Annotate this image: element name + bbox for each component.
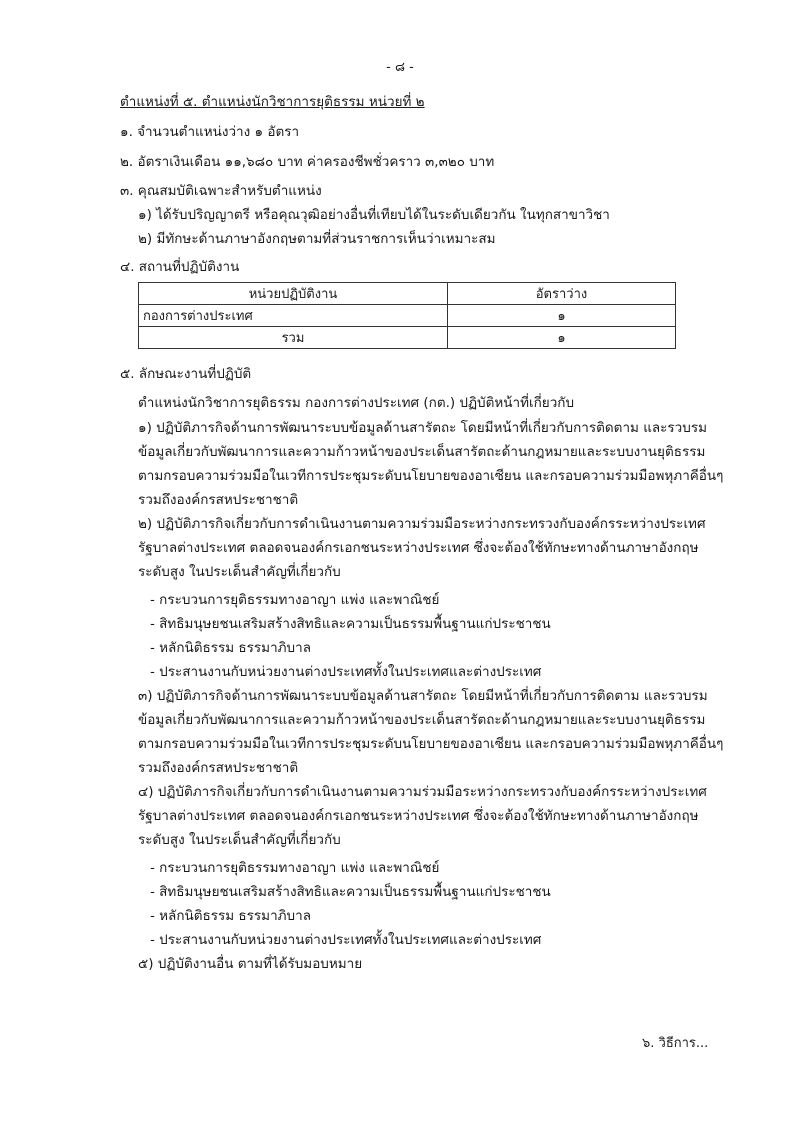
duty-4-bullet: - สิทธิมนุษยชนเสริมสร้างสิทธิและความเป็นธรรมพื้นฐานแก่ประชาชน: [150, 884, 551, 900]
table-cell-total-value: ๑: [448, 327, 676, 349]
table-header-vacancies: อัตราว่าง: [448, 283, 676, 305]
duties-heading: ๕. ลักษณะงานที่ปฏิบัติ: [120, 366, 252, 382]
table-row-total: [139, 327, 676, 349]
table-cell-total-label: รวม: [139, 327, 448, 349]
duty-4-bullet: - หลักนิติธรรม ธรรมาภิบาล: [150, 908, 311, 924]
vacancies-item: ๑. จำนวนตำแหน่งว่าง ๑ อัตรา: [120, 124, 300, 140]
duty-1-line: ตามกรอบความร่วมมือในเวทีการประชุมระดับนโยบายของอาเซียน และกรอบความร่วมมือพหุภาคีอื่นๆ: [138, 468, 724, 484]
duty-3-line: รวมถึงองค์กรสหประชาชาติ: [138, 760, 299, 776]
duty-4-bullet: - กระบวนการยุติธรรมทางอาญา แพ่ง และพาณิชย์: [150, 860, 440, 876]
section-title: ตำแหน่งที่ ๕. ตำแหน่งนักวิชาการยุติธรรม หน่วยที่ ๒: [120, 94, 425, 110]
qualification-item: ๒) มีทักษะด้านภาษาอังกฤษตามที่ส่วนราชการเห็นว่าเหมาะสม: [138, 231, 496, 247]
duty-2-bullet: - สิทธิมนุษยชนเสริมสร้างสิทธิและความเป็นธรรมพื้นฐานแก่ประชาชน: [150, 616, 551, 632]
duties-intro: ตำแหน่งนักวิชาการยุติธรรม กองการต่างประเทศ (กต.) ปฏิบัติหน้าที่เกี่ยวกับ: [138, 395, 575, 411]
continuation-note: ๖. วิธีการ...: [642, 1036, 709, 1051]
duty-1-line: ๑) ปฏิบัติภารกิจด้านการพัฒนาระบบข้อมูลด้านสารัตถะ โดยมีหน้าที่เกี่ยวกับการติดตาม และรวบรม: [138, 420, 707, 436]
salary-item: ๒. อัตราเงินเดือน ๑๑,๖๘๐ บาท ค่าครองชีพชั่วคราว ๓,๓๒๐ บาท: [120, 154, 495, 170]
qualifications-heading: ๓. คุณสมบัติเฉพาะสำหรับตำแหน่ง: [120, 183, 322, 199]
duty-1-line: รวมถึงองค์กรสหประชาชาติ: [138, 492, 299, 508]
table-header-unit: หน่วยปฏิบัติงาน: [139, 283, 448, 305]
duty-2-bullet: - หลักนิติธรรม ธรรมาภิบาล: [150, 640, 311, 656]
duty-1-line: ข้อมูลเกี่ยวกับพัฒนาการและความก้าวหน้าของประเด็นสารัตถะด้านกฎหมายและระบบงานยุติธรรม: [138, 444, 706, 460]
table-cell-vacancies: ๑: [448, 305, 676, 327]
workplace-heading: ๔. สถานที่ปฏิบัติงาน: [120, 259, 240, 275]
duty-4-line: ระดับสูง ในประเด็นสำคัญที่เกี่ยวกับ: [138, 832, 341, 848]
table-header-row: [139, 283, 676, 305]
duty-2-bullet: - ประสานงานกับหน่วยงานต่างประเทศทั้งในประเทศและต่างประเทศ: [150, 664, 542, 680]
workplace-table: [138, 282, 676, 349]
duty-4-line: รัฐบาลต่างประเทศ ตลอดจนองค์กรเอกชนระหว่างประเทศ ซึ่งจะต้องใช้ทักษะทางด้านภาษาอังกฤษ: [138, 808, 699, 824]
page-number: - ๘ -: [386, 60, 414, 75]
duty-4-line: ๔) ปฏิบัติภารกิจเกี่ยวกับการดำเนินงานตามความร่วมมือระหว่างกระทรวงกับองค์กรระหว่างประเทศ: [138, 784, 707, 800]
duty-2-line: ระดับสูง ในประเด็นสำคัญที่เกี่ยวกับ: [138, 564, 341, 580]
table-row: [139, 305, 676, 327]
duty-2-line: รัฐบาลต่างประเทศ ตลอดจนองค์กรเอกชนระหว่างประเทศ ซึ่งจะต้องใช้ทักษะทางด้านภาษาอังกฤษ: [138, 540, 699, 556]
qualification-item: ๑) ได้รับปริญญาตรี หรือคุณวุฒิอย่างอื่นที่เทียบได้ในระดับเดียวกัน ในทุกสาขาวิชา: [138, 207, 610, 223]
table-cell-unit: กองการต่างประเทศ: [139, 305, 448, 327]
duty-3-line: ข้อมูลเกี่ยวกับพัฒนาการและความก้าวหน้าของประเด็นสารัตถะด้านกฎหมายและระบบงานยุติธรรม: [138, 712, 706, 728]
duty-5-line: ๕) ปฏิบัติงานอื่น ตามที่ได้รับมอบหมาย: [138, 956, 363, 972]
duty-3-line: ตามกรอบความร่วมมือในเวทีการประชุมระดับนโยบายของอาเซียน และกรอบความร่วมมือพหุภาคีอื่นๆ: [138, 736, 724, 752]
duty-4-bullet: - ประสานงานกับหน่วยงานต่างประเทศทั้งในประเทศและต่างประเทศ: [150, 932, 542, 948]
duty-2-line: ๒) ปฏิบัติภารกิจเกี่ยวกับการดำเนินงานตามความร่วมมือระหว่างกระทรวงกับองค์กรระหว่างประเทศ: [138, 516, 706, 532]
duty-3-line: ๓) ปฏิบัติภารกิจด้านการพัฒนาระบบข้อมูลด้านสารัตถะ โดยมีหน้าที่เกี่ยวกับการติดตาม และรวบรม: [138, 688, 708, 704]
duty-2-bullet: - กระบวนการยุติธรรมทางอาญา แพ่ง และพาณิชย์: [150, 592, 440, 608]
